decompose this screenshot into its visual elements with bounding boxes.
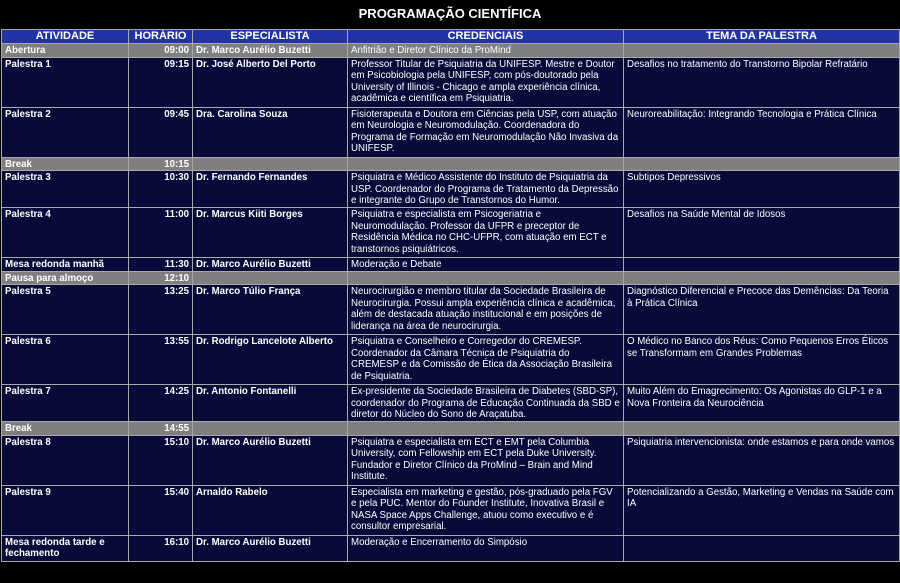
activity-cell: Palestra 4 xyxy=(2,208,129,258)
activity-cell: Palestra 6 xyxy=(2,335,129,385)
credentials-cell: Especialista em marketing e gestão, pós-graduado pela FGV e pela PUC. Mentor do Founder Institute, Inovativa Brasil e NASA Space Apps Challenge, atuou como executivo e é consultor empresarial. xyxy=(348,485,624,535)
topic-cell: Subtipos Depressivos xyxy=(624,171,900,208)
credentials-cell: Psiquiatra e Conselheiro e Corregedor do CREMESP. Coordenador da Câmara Técnica de Psiquiatria do CREMESP e da Comissão de Ética da Associação Brasileira de Psiquiatria. xyxy=(348,335,624,385)
table-row xyxy=(2,385,900,422)
topic-cell xyxy=(624,157,900,171)
column-header-atividade: ATIVIDADE xyxy=(2,30,129,44)
specialist-cell: Arnaldo Rabelo xyxy=(193,485,348,535)
table-row xyxy=(2,157,900,171)
table-row xyxy=(2,422,900,436)
specialist-cell: Dr. Marco Aurélio Buzetti xyxy=(193,435,348,485)
topic-cell: Neuroreabilitação: Integrando Tecnologia e Prática Clínica xyxy=(624,107,900,157)
activity-cell: Palestra 3 xyxy=(2,171,129,208)
specialist-cell: Dr. Marco Aurélio Buzetti xyxy=(193,258,348,272)
time-cell: 10:15 xyxy=(129,157,193,171)
time-cell: 09:45 xyxy=(129,107,193,157)
table-row xyxy=(2,335,900,385)
topic-cell: Psiquiatria intervencionista: onde estamos e para onde vamos xyxy=(624,435,900,485)
table-row xyxy=(2,208,900,258)
time-cell: 14:55 xyxy=(129,422,193,436)
table-row xyxy=(2,285,900,335)
credentials-cell: Neurocirurgião e membro titular da Sociedade Brasileira de Neurocirurgia. Possui ampla experiência clínica e acadêmica, além de destacada atuação institucional e em posições de liderança na área de neurocirurgia. xyxy=(348,285,624,335)
specialist-cell xyxy=(193,157,348,171)
specialist-cell: Dr. Marcus Kiiti Borges xyxy=(193,208,348,258)
table-row xyxy=(2,258,900,272)
page-title: PROGRAMAÇÃO CIENTÍFICA xyxy=(0,0,900,28)
column-header-tema: TEMA DA PALESTRA xyxy=(624,30,900,44)
topic-cell: O Médico no Banco dos Réus: Como Pequenos Erros Éticos se Transformam em Grandes Problemas xyxy=(624,335,900,385)
table-row xyxy=(2,535,900,561)
specialist-cell: Dr. Marco Túlio França xyxy=(193,285,348,335)
specialist-cell: Dr. Rodrigo Lancelote Alberto xyxy=(193,335,348,385)
topic-cell: Potencializando a Gestão, Marketing e Vendas na Saúde com IA xyxy=(624,485,900,535)
topic-cell: Muito Além do Emagrecimento: Os Agonistas do GLP-1 e a Nova Fronteira da Neurociência xyxy=(624,385,900,422)
credentials-cell: Ex-presidente da Sociedade Brasileira de Diabetes (SBD-SP), coordenador do Programa de Educação Continuada da SBD e diretor do Núcleo do Sono de Araçatuba. xyxy=(348,385,624,422)
specialist-cell xyxy=(193,422,348,436)
specialist-cell: Dr. Marco Aurélio Buzetti xyxy=(193,535,348,561)
credentials-cell: Moderação e Encerramento do Simpósio xyxy=(348,535,624,561)
credentials-cell: Psiquiatra e Médico Assistente do Instituto de Psiquiatria da USP. Coordenador do Programa de Tratamento da Depressão e integrante do Grupo de Transtornos do Humor. xyxy=(348,171,624,208)
time-cell: 09:15 xyxy=(129,57,193,107)
time-cell: 13:55 xyxy=(129,335,193,385)
activity-cell: Abertura xyxy=(2,44,129,58)
specialist-cell: Dr. Fernando Fernandes xyxy=(193,171,348,208)
topic-cell xyxy=(624,258,900,272)
specialist-cell xyxy=(193,271,348,285)
topic-cell xyxy=(624,44,900,58)
specialist-cell: Dr. José Alberto Del Porto xyxy=(193,57,348,107)
credentials-cell xyxy=(348,157,624,171)
activity-cell: Break xyxy=(2,157,129,171)
specialist-cell: Dra. Carolina Souza xyxy=(193,107,348,157)
time-cell: 14:25 xyxy=(129,385,193,422)
table-row xyxy=(2,44,900,58)
time-cell: 10:30 xyxy=(129,171,193,208)
activity-cell: Palestra 8 xyxy=(2,435,129,485)
activity-cell: Palestra 2 xyxy=(2,107,129,157)
time-cell: 11:30 xyxy=(129,258,193,272)
topic-cell xyxy=(624,535,900,561)
time-cell: 12:10 xyxy=(129,271,193,285)
topic-cell: Desafios no tratamento do Transtorno Bipolar Refratário xyxy=(624,57,900,107)
time-cell: 11:00 xyxy=(129,208,193,258)
credentials-cell: Moderação e Debate xyxy=(348,258,624,272)
activity-cell: Palestra 5 xyxy=(2,285,129,335)
column-header-horario: HORÁRIO xyxy=(129,30,193,44)
time-cell: 09:00 xyxy=(129,44,193,58)
header-row xyxy=(2,30,900,44)
table-row xyxy=(2,435,900,485)
table-row xyxy=(2,107,900,157)
credentials-cell: Fisioterapeuta e Doutora em Ciências pela USP, com atuação em Neurologia e Neuromodulação. Coordenadora do Programa de Formação em Neuromodulação Não Invasiva da UNIFESP. xyxy=(348,107,624,157)
credentials-cell: Professor Titular de Psiquiatria da UNIFESP. Mestre e Doutor em Psicobiologia pela UNIFESP, com pós-doutorado pela University of Illinois - Chicago e ampla experiência clínica, acadêmica e científica em Psiquiatria. xyxy=(348,57,624,107)
specialist-cell: Dr. Marco Aurélio Buzetti xyxy=(193,44,348,58)
activity-cell: Break xyxy=(2,422,129,436)
time-cell: 15:40 xyxy=(129,485,193,535)
time-cell: 16:10 xyxy=(129,535,193,561)
time-cell: 15:10 xyxy=(129,435,193,485)
activity-cell: Palestra 1 xyxy=(2,57,129,107)
topic-cell: Diagnóstico Diferencial e Precoce das Demências: Da Teoria à Prática Clínica xyxy=(624,285,900,335)
credentials-cell: Psiquiatra e especialista em Psicogeriatria e Neuromodulação. Professor da UFPR e preceptor de Residência Médica no CHC-UFPR, com atuação em ECT e transtornos psiquiátricos. xyxy=(348,208,624,258)
time-cell: 13:25 xyxy=(129,285,193,335)
credentials-cell xyxy=(348,271,624,285)
topic-cell: Desafios na Saúde Mental de Idosos xyxy=(624,208,900,258)
schedule-table xyxy=(1,29,900,562)
specialist-cell: Dr. Antonio Fontanelli xyxy=(193,385,348,422)
activity-cell: Pausa para almoço xyxy=(2,271,129,285)
table-row xyxy=(2,171,900,208)
credentials-cell xyxy=(348,422,624,436)
column-header-especialista: ESPECIALISTA xyxy=(193,30,348,44)
activity-cell: Palestra 7 xyxy=(2,385,129,422)
table-row xyxy=(2,271,900,285)
table-row xyxy=(2,57,900,107)
topic-cell xyxy=(624,271,900,285)
table-row xyxy=(2,485,900,535)
column-header-credenciais: CREDENCIAIS xyxy=(348,30,624,44)
topic-cell xyxy=(624,422,900,436)
activity-cell: Mesa redonda manhã xyxy=(2,258,129,272)
activity-cell: Mesa redonda tarde e fechamento xyxy=(2,535,129,561)
credentials-cell: Psiquiatra e especialista em ECT e EMT pela Columbia University, com Fellowship em ECT pela Duke University. Fundador e Diretor Clínico da ProMind – Brain and Mind Institute. xyxy=(348,435,624,485)
activity-cell: Palestra 9 xyxy=(2,485,129,535)
credentials-cell: Anfitrião e Diretor Clínico da ProMind xyxy=(348,44,624,58)
